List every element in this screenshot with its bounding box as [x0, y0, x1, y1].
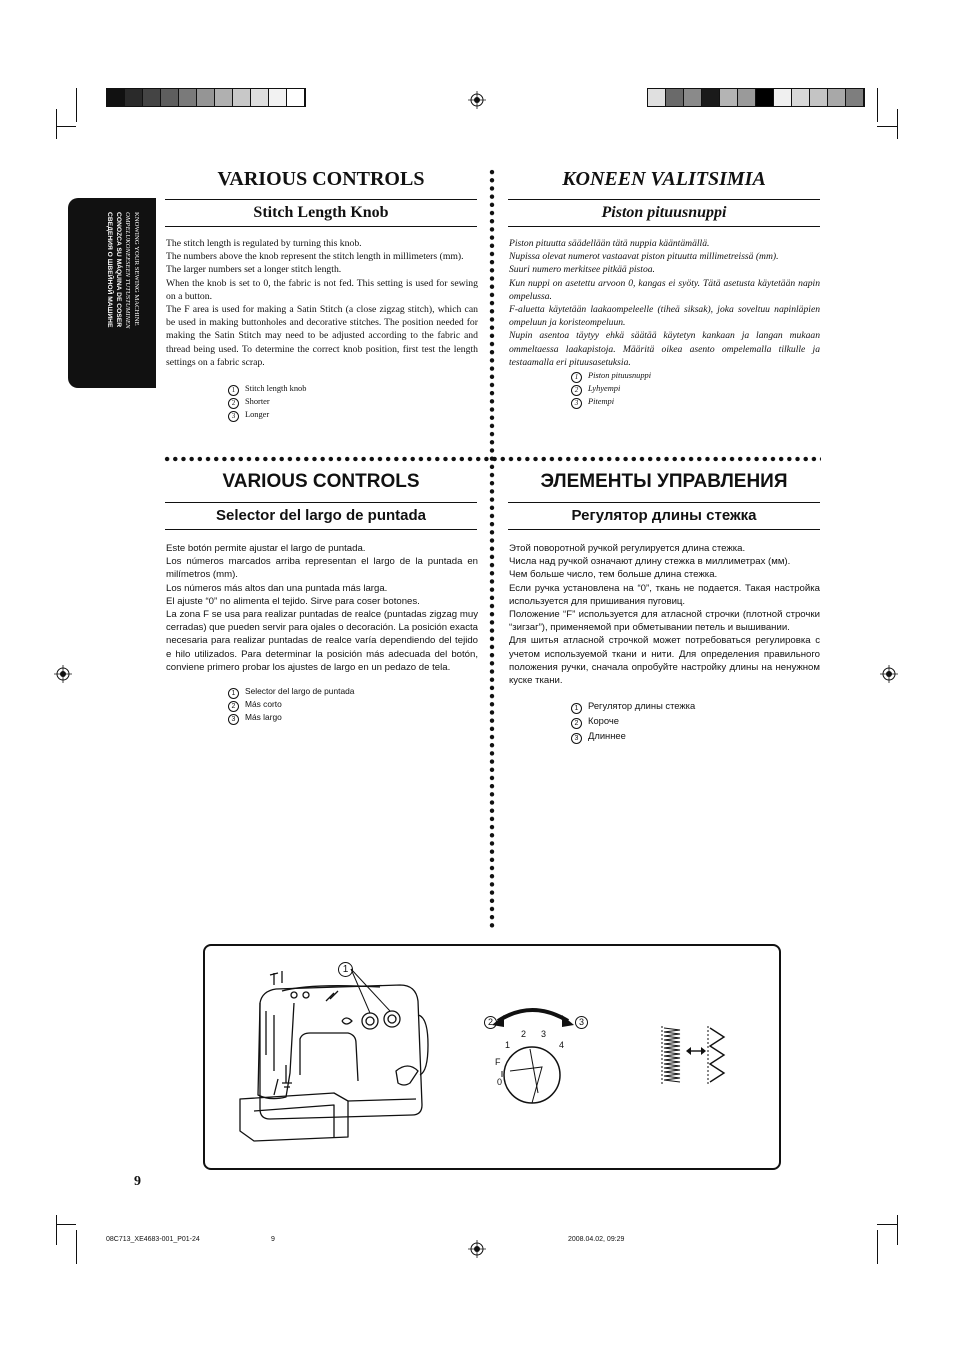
item-list-ru — [571, 699, 695, 744]
list-item: 2 Короче — [571, 714, 695, 729]
subtitle-rule-fi — [508, 226, 820, 227]
body-text-fi — [509, 237, 820, 369]
section-rule-en — [165, 199, 477, 200]
dial-label-4: 4 — [559, 1040, 565, 1050]
dial-label-2: 2 — [521, 1029, 527, 1039]
list-item: 1 Piston pituusnuppi — [571, 370, 651, 383]
subtitle-rule-es — [165, 529, 477, 530]
divider-vertical — [489, 168, 495, 928]
color-swatch — [846, 89, 864, 106]
color-swatch — [774, 89, 792, 106]
color-swatch — [720, 89, 738, 106]
footer-file-name: 08C713_XE4683-001_P01-24 — [106, 1236, 200, 1243]
paragraph: Числа над ручкой означают длину стежка в миллиметрах (мм). — [509, 556, 791, 568]
registration-mark-bottom — [468, 1240, 486, 1258]
color-swatch — [233, 89, 251, 106]
paragraph: Этой поворотной ручкой регулируется длина стежка. — [509, 543, 746, 554]
dial-label-f: F — [495, 1057, 501, 1067]
color-swatch — [828, 89, 846, 106]
divider-horizontal — [163, 456, 821, 462]
color-swatch — [287, 89, 305, 106]
section-subtitle-en: Stitch Length Knob — [253, 204, 389, 221]
section-rule-es — [165, 502, 477, 503]
color-swatch — [756, 89, 774, 106]
paragraph: The stitch length is regulated by turning this knob. — [166, 238, 362, 249]
dial-label-3: 3 — [541, 1029, 547, 1039]
list-item: 1 Stitch length knob — [228, 383, 306, 396]
registration-mark-left — [54, 665, 72, 683]
side-tab-line-ru: СВЕДЕНИЯ О ШВЕЙНОЙ МАШИНЕ — [106, 212, 113, 328]
callout-2: 2 — [484, 1016, 497, 1029]
section-title-en: VARIOUS CONTROLS — [217, 168, 425, 190]
paragraph: The larger numbers set a longer stitch length. — [166, 264, 342, 276]
paragraph: When the knob is set to 0, the fabric is not fed. This setting is used for sewing on a button. — [166, 277, 478, 302]
callout-3: 3 — [575, 1016, 588, 1029]
paragraph: Чем больше число, тем больше длина стежка. — [509, 569, 718, 581]
subtitle-rule-en — [165, 226, 477, 227]
paragraph: Suuri numero merkitsee pitkää pistoa. — [509, 264, 655, 276]
color-swatch — [107, 89, 125, 106]
list-item: 3 Pitempi — [571, 396, 651, 409]
list-item: 3 Longer — [228, 409, 306, 422]
paragraph: Piston pituutta säädellään tätä nuppia kääntämällä. — [509, 238, 710, 249]
paragraph: Este botón permite ajustar el largo de puntada. — [166, 543, 366, 554]
section-subtitle-es: Selector del largo de puntada — [215, 507, 427, 524]
paragraph: Los números marcados arriba representan el largo de la puntada en milímetros (mm). — [166, 556, 478, 581]
item-list-fi — [571, 370, 651, 409]
paragraph: Положение “F” используется для атласной строчки (плотной строчки “зигзаг”), применяемой при обметывании петель и вышивании. — [509, 609, 820, 634]
list-item: 3 Más largo — [228, 712, 354, 725]
paragraph: F-aluetta käytetään laakaompeleelle (tiheä siksak), joka soveltuu napinläpien ompeluun ja koristeompeluun. — [509, 304, 820, 329]
side-tab-line-fi: OMPELUKONEESEEN TUTUSTUMINEN — [124, 212, 131, 329]
list-item: 2 Shorter — [228, 396, 306, 409]
color-swatch — [666, 89, 684, 106]
paragraph: The numbers above the knob represent the stitch length in millimeters (mm). — [166, 251, 464, 263]
section-subtitle-fi: Piston pituusnuppi — [601, 204, 727, 221]
side-tab-line-en: KNOWING YOUR SEWING MACHINE — [133, 212, 140, 326]
section-subtitle-ru: Регулятор длины стежка — [571, 507, 757, 524]
paragraph: Nupissa olevat numerot vastaavat piston pituutta millimetreissä (mm). — [509, 251, 779, 263]
body-text-en — [166, 237, 478, 369]
chapter-side-tab — [68, 198, 156, 388]
dial-label-0: 0 — [497, 1077, 503, 1087]
color-bar-right — [647, 88, 865, 107]
list-item: 1 Selector del largo de puntada — [228, 686, 354, 699]
color-swatch — [197, 89, 215, 106]
item-list-es — [228, 686, 354, 725]
color-swatch — [179, 89, 197, 106]
list-item: 2 Lyhyempi — [571, 383, 651, 396]
color-swatch — [702, 89, 720, 106]
footer-page: 9 — [271, 1236, 275, 1243]
footer-datetime: 2008.04.02, 09:29 — [568, 1236, 625, 1243]
page-number: 9 — [134, 1174, 141, 1189]
paragraph: Los números más altos dan una puntada más larga. — [166, 582, 388, 594]
paragraph: Kun nuppi on asetettu arvoon 0, kangas ei syöty. Tätä asetusta käytetään napin ompelussa. — [509, 277, 820, 302]
item-list-en — [228, 383, 306, 422]
stitch-samples-illustration — [658, 1024, 730, 1088]
registration-mark-right — [880, 665, 898, 683]
section-rule-fi — [508, 199, 820, 200]
color-swatch — [215, 89, 233, 106]
list-item: 3 Длиннее — [571, 729, 695, 744]
paragraph: La zona F se usa para realizar puntadas de realce (puntadas zigzag muy cerradas) que pueden servir para ojales o decoración. La posición exacta necesaria para realizar puntadas de realce varía dependiendo del tejido e hilo utilizados. Para determinar la posición más adecuada del botón, conviene primero probar los ajustes de largo en un pedazo de tela. — [166, 609, 478, 673]
paragraph: The F area is used for making a Satin Stitch (a close zigzag stitch), which can be used in making buttonholes and decorative stitches. The position needed for making the Satin Stitch may need to be adjusted according to the fabric and thread being used. To determine the correct knob position, first test the length settings on a fabric scrap. — [166, 304, 478, 368]
subtitle-rule-ru — [508, 529, 820, 530]
body-text-es — [166, 542, 478, 674]
color-swatch — [251, 89, 269, 106]
sewing-machine-illustration — [230, 955, 445, 1150]
dial-label-1: 1 — [505, 1040, 511, 1050]
paragraph: Если ручка установлена на “0”, ткань не подается. Такая настройка используется для пришивания пуговиц. — [509, 582, 820, 607]
color-swatch — [161, 89, 179, 106]
list-item: 1 Регулятор длины стежка — [571, 699, 695, 714]
paragraph: El ajuste “0” no alimenta el tejido. Sirve para coser botones. — [166, 595, 420, 607]
color-swatch — [648, 89, 666, 106]
color-swatch — [792, 89, 810, 106]
paragraph: Для шитья атласной строчкой может потребоваться регулировка с учетом используемой ткани и нити. Для определения правильного положения ручки, сначала опробуйте настройку длины на ненужном куске ткани. — [509, 635, 820, 687]
section-title-ru: ЭЛЕМЕНТЫ УПРАВЛЕНИЯ — [540, 471, 788, 492]
color-swatch — [738, 89, 756, 106]
color-swatch — [684, 89, 702, 106]
color-swatch — [810, 89, 828, 106]
list-item: 2 Más corto — [228, 699, 354, 712]
registration-mark-top — [468, 91, 486, 109]
color-bar-left — [106, 88, 306, 107]
callout-1: 1 — [338, 962, 353, 977]
body-text-ru — [509, 542, 820, 687]
color-swatch — [125, 89, 143, 106]
section-title-es: VARIOUS CONTROLS — [222, 471, 420, 492]
section-rule-ru — [508, 502, 820, 503]
section-title-fi: KONEEN VALITSIMIA — [562, 168, 766, 190]
color-swatch — [269, 89, 287, 106]
side-tab-line-es: CONOZCA SU MÁQUINA DE COSER — [115, 212, 122, 328]
paragraph: Nupin asentoa täytyy ehkä säätää käytetyn kankaan ja langan mukaan ommeltaessa laakapistoja. Määritä oikea asento ompelemalla tilkulle ja testaamalla eri pituusasetuksia. — [509, 330, 820, 368]
color-swatch — [143, 89, 161, 106]
